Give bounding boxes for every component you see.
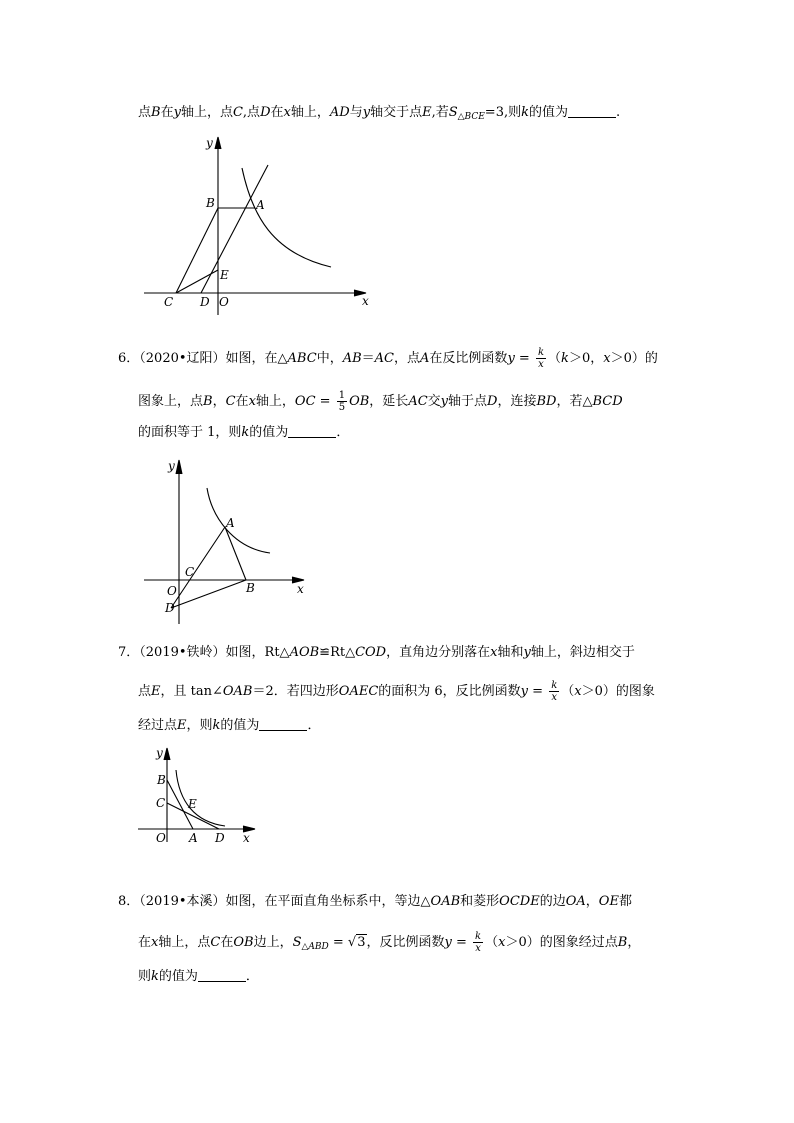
square-root-3: √3 <box>347 935 366 950</box>
label-x: x <box>243 831 250 845</box>
label-C: C <box>185 565 195 579</box>
hyperbola-curve <box>242 168 331 267</box>
answer-blank[interactable] <box>198 969 246 982</box>
fraction-k-over-x: $\frac{k}{x}$ <box>537 347 545 370</box>
q7-text-line-2: 点E，且 tan∠OAB＝2．若四边形OAEC的面积为 6，反比例函数y = $\frac{k}{x}$ （x＞0）的图象 <box>138 680 655 703</box>
q8-text-line-1: 8．（2019•本溪）如图，在平面直角坐标系中，等边△OAB和菱形OCDE的边OA，OE都 <box>118 894 632 909</box>
q7-figure <box>135 740 275 850</box>
segment-CE <box>176 270 218 293</box>
q7-text-line-1: 7．（2019•铁岭）如图，Rt△AOB≌Rt△COD，直角边分别落在x轴和y轴上，斜边相交于 <box>118 645 635 660</box>
label-D: D <box>200 295 210 309</box>
label-O: O <box>167 584 177 598</box>
label-y: y <box>168 459 175 473</box>
segment-CB <box>176 208 218 293</box>
segment-DB <box>171 580 246 608</box>
label-C: C <box>156 796 166 810</box>
q5-figure <box>130 135 390 325</box>
segment-AB <box>225 527 246 580</box>
y-axis-arrow <box>215 137 221 149</box>
q8-text-line-3: 则k的值为 ． <box>138 969 259 984</box>
y-axis-arrow <box>164 748 170 760</box>
fraction-k-over-x: $\frac{k}{x}$ <box>475 931 482 954</box>
q8-text-line-2: 在x轴上，点C在OB边上，$S_{\triangle ABD} = √3$，反比例函数y = $\frac{k}{x}$ （x＞0）的图象经过点B， <box>138 931 641 954</box>
label-C: C <box>164 295 174 309</box>
label-B: B <box>206 196 215 210</box>
label-O: O <box>219 295 229 309</box>
hyperbola-curve <box>176 770 225 826</box>
label-A: A <box>226 516 235 530</box>
answer-blank[interactable] <box>259 718 307 731</box>
hyperbola-curve <box>207 488 270 553</box>
label-A: A <box>189 831 198 845</box>
label-D: D <box>165 601 175 615</box>
label-A: A <box>256 198 265 212</box>
label-y: y <box>156 746 163 760</box>
label-E: E <box>220 268 229 282</box>
q7-text-line-3: 经过点E，则k的值为 ． <box>138 718 321 733</box>
answer-blank[interactable] <box>568 105 616 118</box>
q6-figure <box>140 456 340 631</box>
label-B: B <box>157 773 166 787</box>
fraction-one-fifth: $\frac{1}{5}$ <box>338 390 346 413</box>
q6-text-line-2: 图象上，点B，C在x轴上，OC = $\frac{1}{5}$ OB，延长AC交y轴于点D，连接BD，若△BCD <box>138 390 623 413</box>
label-y: y <box>206 136 213 150</box>
label-x: x <box>297 582 304 596</box>
y-axis-arrow <box>176 460 182 474</box>
label-x: x <box>362 294 369 308</box>
answer-blank[interactable] <box>288 425 336 438</box>
label-E: E <box>188 797 197 811</box>
q5-text-line-1: 点B在y轴上，点C,点D在x轴上，AD与y轴交于点E,若$S_{\triangle BCE}=3$,则k的值为 . <box>138 105 621 122</box>
fraction-k-over-x: $\frac{k}{x}$ <box>551 680 558 703</box>
label-O: O <box>156 831 166 845</box>
label-B: B <box>246 581 255 595</box>
q6-text-line-1: 6．（2020•辽阳）如图，在△ABC中，AB＝AC，点A在反比例函数y = $\frac{k}{x}$ （k＞0，x＞0）的 <box>118 347 658 370</box>
label-D: D <box>215 831 225 845</box>
q6-text-line-3: 的面积等于 1，则k的值为 ． <box>138 425 350 440</box>
